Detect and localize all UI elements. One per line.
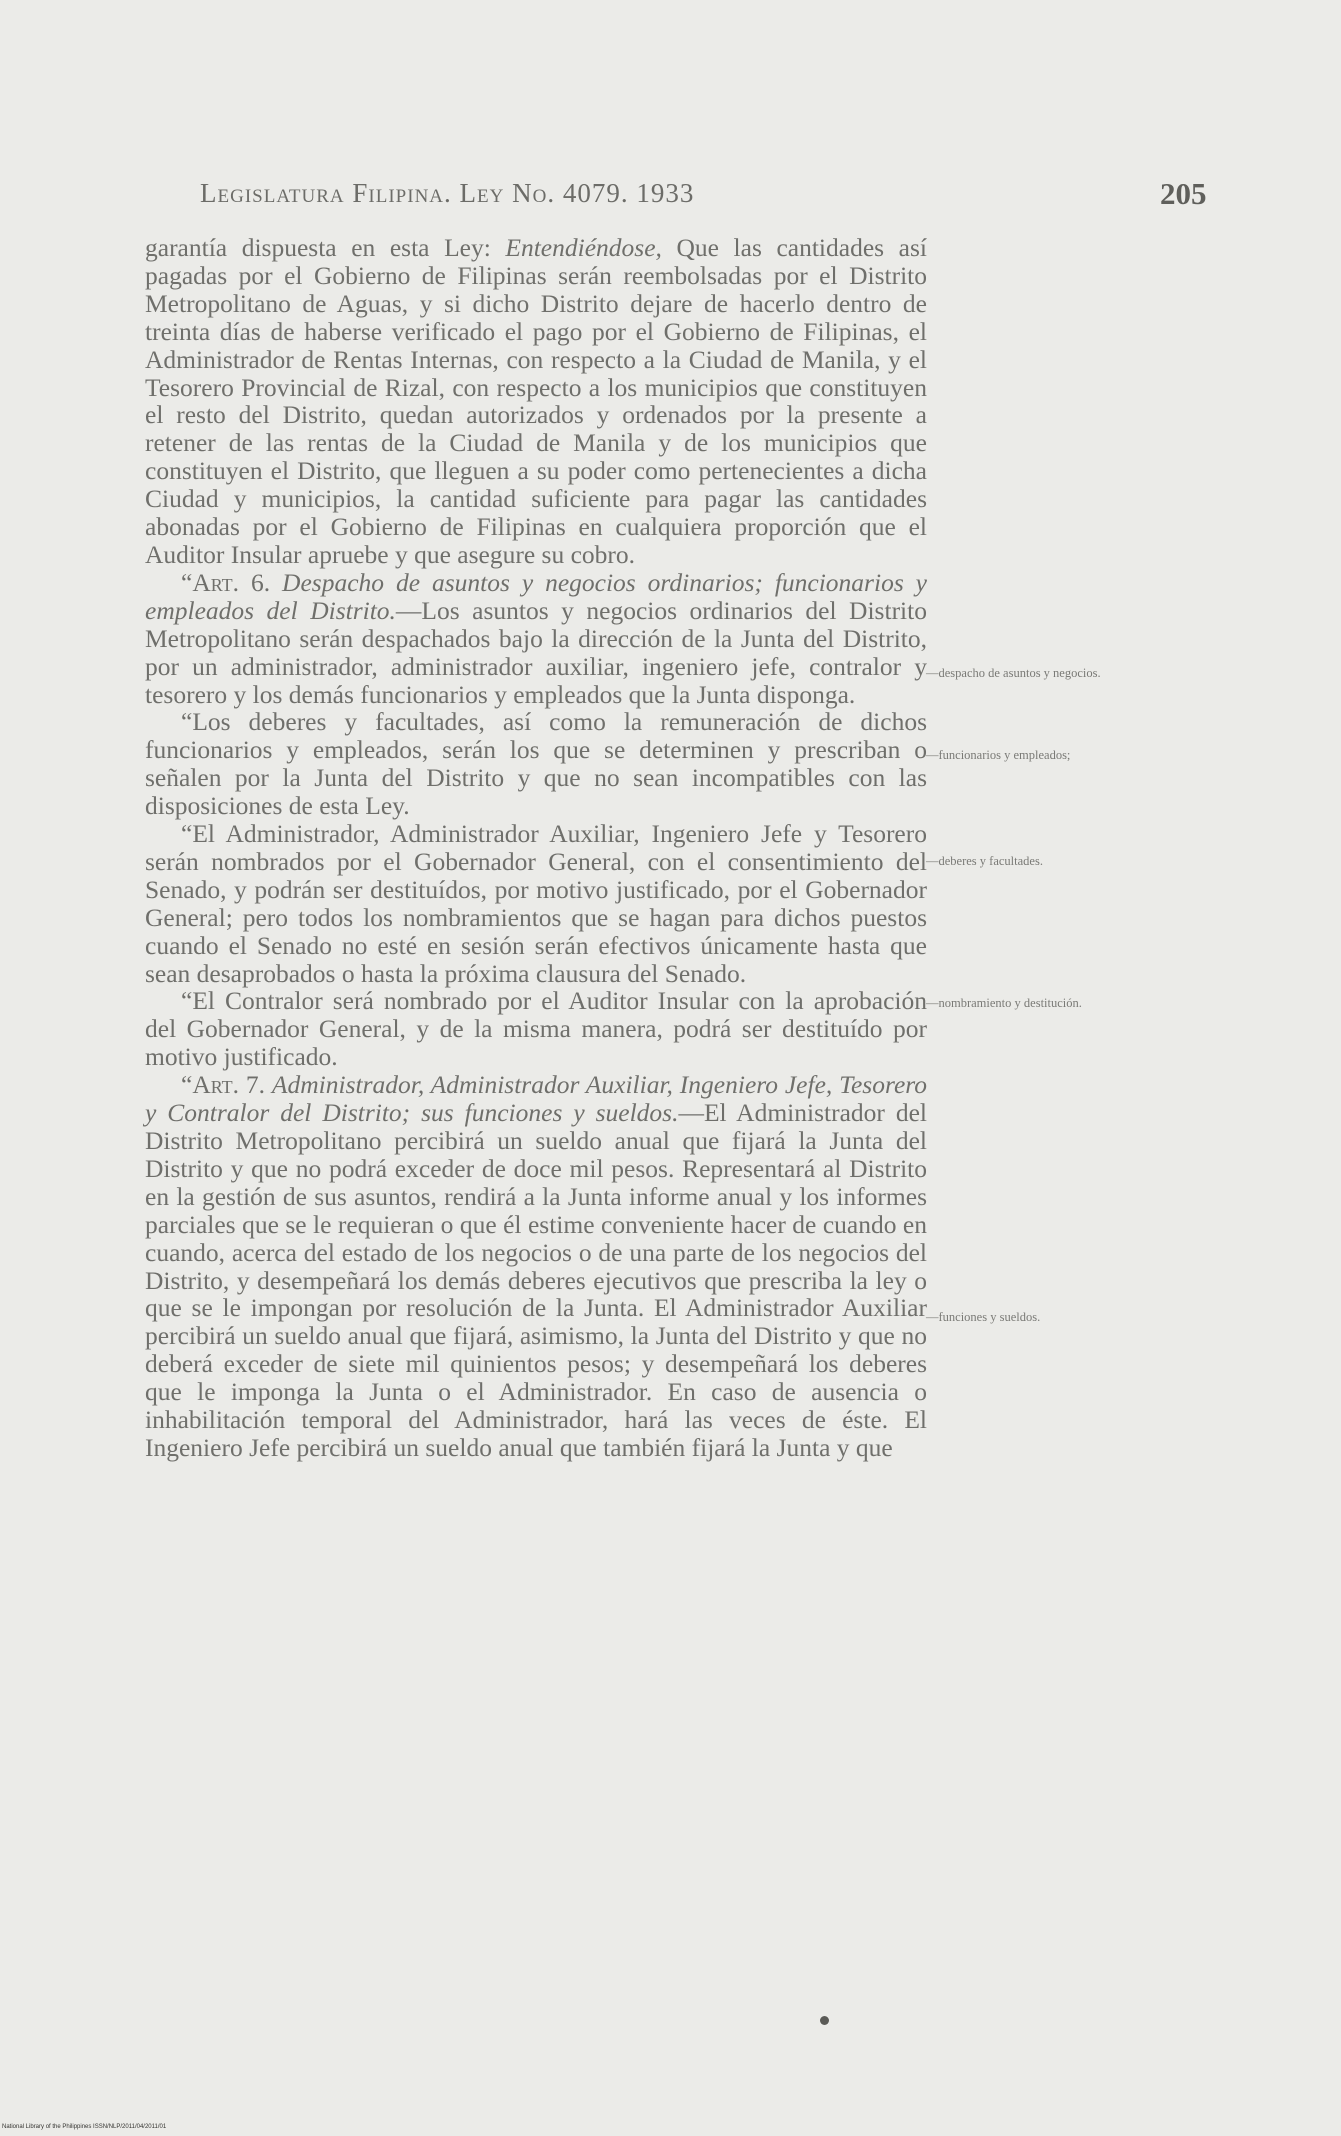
art-7-text: —El Administrador del Distrito Metropolitano percibirá un sueldo anual que fijará la Junta del Distrito y que no podrá exceder de doce mil pesos. Representará al Distrito en la gestión de sus asuntos, rendirá a la Junta informe anual y los informes parciales que se le requieran o que él estime conveniente hacer de cuando en cuando, acerca del estado de los negocios o de una parte de los negocios del Distrito, y desempeñará los demás deberes ejecutivos que prescriba la ley o que se le impongan por resolución de la Junta. El Administrador Auxiliar percibirá un sueldo anual que fijará, asimismo, la Junta del Distrito y que no deberá exceder de siete mil quinientos pesos; y desempeñará los deberes que le imponga la Junta o el Administrador. En caso de ausencia o inhabilitación temporal del Administrador, hará las veces de éste. El Ingeniero Jefe percibirá un sueldo anual que también fijará la Junta y que bbox=[145, 1098, 928, 1462]
margin-note-nombramiento: —nombramiento y destitución. bbox=[926, 996, 1082, 1010]
margin-note-funciones: —funciones y sueldos. bbox=[926, 1310, 1041, 1324]
running-head-number: 4079. 1933 bbox=[562, 178, 695, 208]
art-6-title: Despacho de asuntos y negocios ordinarios; funcionarios y empleados del Distrito. bbox=[145, 567, 927, 625]
paragraph-art-6 bbox=[145, 569, 927, 709]
margin-note-funcionarios: —funcionarios y empleados; bbox=[926, 748, 1071, 762]
scan-credit: National Library of the Philippines ISSN/NLP/2011/04/2011/01 bbox=[2, 2124, 167, 2130]
paragraph-deberes: “Los deberes y facultades, así como la remuneración de dichos funcionarios y empleados, serán los que se determinen y prescriban o señalen por la Junta del Distrito y que no sean incompatibles con las disposiciones de esta Ley. bbox=[145, 707, 927, 821]
page-number: 205 bbox=[1160, 176, 1207, 211]
paragraph-garantia bbox=[145, 234, 927, 569]
art-7-title: Administrador, Administrador Auxiliar, Ingeniero Jefe, Tesorero y Contralor del Distrito; sus funciones y sueldos. bbox=[145, 1070, 927, 1128]
running-head-ley: Ley No. bbox=[459, 178, 556, 208]
paragraph-contralor: “El Contralor será nombrado por el Auditor Insular con la aprobación del Gobernador General, y de la misma manera, podrá ser destituído por motivo justificado. bbox=[145, 986, 927, 1072]
running-head-prefix: Legislatura Filipina. bbox=[200, 178, 452, 208]
margin-note-despacho: —despacho de asuntos y negocios. bbox=[926, 666, 1101, 680]
footer-dot bbox=[820, 2016, 829, 2025]
running-head bbox=[200, 178, 800, 209]
margin-note-deberes: —deberes y facultades. bbox=[926, 854, 1043, 868]
art-6-text: —Los asuntos y negocios ordinarios del Distrito Metropolitano serán despachados bajo la dirección de la Junta del Distrito, por un administrador, administrador auxiliar, ingeniero jefe, contralor y tesorero y los demás funcionarios y empleados que la Junta disponga. bbox=[145, 595, 927, 709]
art-6-label: “Art. 6. bbox=[181, 567, 271, 597]
paragraph-nombramiento: “El Administrador, Administrador Auxiliar, Ingeniero Jefe y Tesorero serán nombrados por el Gobernador General, con el consentimiento del Senado, y podrán ser destituídos, por motivo justificado, por el Gobernador General; pero todos los nombramientos que se hagan para dichos puestos cuando el Senado no esté en sesión serán efectivos únicamente hasta que sean desaprobados o hasta la próxima clausura del Senado. bbox=[145, 819, 927, 988]
art-7-label: “Art. 7. bbox=[181, 1070, 266, 1100]
body-text bbox=[145, 234, 927, 1462]
entendiendose-italic: Entendiéndose, bbox=[505, 233, 662, 262]
paragraph-art-7 bbox=[145, 1071, 927, 1462]
paragraph-garantia-start: garantía dispuesta en esta Ley: bbox=[145, 233, 506, 262]
paragraph-garantia-rest: Que las cantidades así pagadas por el Gobierno de Filipinas serán reembolsadas por el Distrito Metropolitano de Aguas, y si dicho Distrito dejare de hacerlo dentro de treinta días de haberse verificado el pago por el Gobierno de Filipinas, el Administrador de Rentas Internas, con respecto a la Ciudad de Manila, y el Tesorero Provincial de Rizal, con respecto a los municipios que constituyen el resto del Distrito, quedan autorizados y ordenados por la presente a retener de las rentas de la Ciudad de Manila y de los municipios que constituyen el Distrito, que lleguen a su poder como pertenecientes a dicha Ciudad y municipios, la cantidad suficiente para pagar las cantidades abonadas por el Gobierno de Filipinas en cualquiera proporción que el Auditor Insular apruebe y que asegure su cobro. bbox=[145, 233, 927, 569]
